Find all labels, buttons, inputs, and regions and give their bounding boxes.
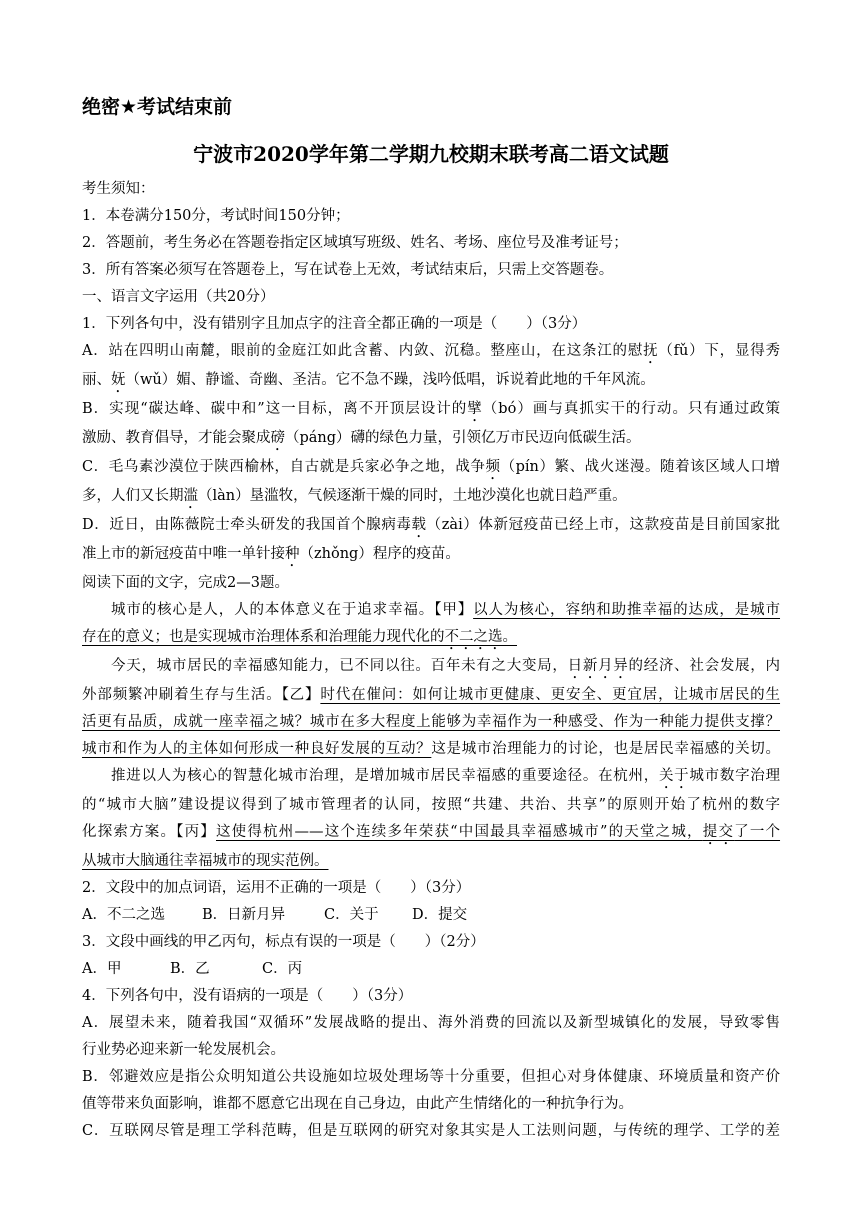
passage-text: 这是城市治理能力的讨论，也是居民幸福感的关切。 xyxy=(431,741,780,757)
dotted-char: 磅 xyxy=(270,430,285,446)
underlined-text: 时代在催问：如何让城市更健康、更安全、更宜居，让城市居民的生 xyxy=(320,687,781,703)
q1-option-d xyxy=(82,512,780,570)
dotted-char: 擘 xyxy=(467,401,483,417)
passage-line xyxy=(82,653,780,682)
reading-passage xyxy=(82,597,780,875)
page-title: 宁波市2020学年第二学期九校期末联考高二语文试题 xyxy=(193,142,669,166)
dotted-char: 载 xyxy=(411,517,427,533)
option-text: B．实现“碳达峰、碳中和”这一目标，离不开顶层设计的 xyxy=(82,401,468,417)
dotted-word: 关于 xyxy=(658,768,690,784)
option-text: （làn）垦滥牧，气候逐渐干燥的同时，土地沙漠化也就日趋严重。 xyxy=(198,488,627,504)
passage-line xyxy=(82,624,780,653)
option-text: （zài）体新冠疫苗已经上市，这款疫苗是目前国家批 xyxy=(426,517,781,533)
passage-line xyxy=(82,819,780,848)
notice-item: 3．所有答案必须写在答题卷上，写在试卷上无效，考试结束后，只需上交答题卷。 xyxy=(82,262,614,278)
dotted-char: 妩 xyxy=(111,372,126,388)
dotted-char: 种 xyxy=(285,546,300,562)
q4-option-c: C．互联网尽管是理工学科范畴，但是互联网的研究对象其实是人工法则问题，与传统的理学、工学的差 xyxy=(82,1123,780,1139)
option-text: 丽、 xyxy=(82,372,111,388)
underlined-text: 从城市大脑通往幸福城市的现实范例。 xyxy=(82,853,329,869)
passage-text: 化探索方案。 xyxy=(82,824,177,840)
underlined-text: 城市和作为人的主体如何形成一种良好发展的互动？ xyxy=(82,741,432,757)
q2-option: D．提交 xyxy=(412,907,468,923)
section-heading: 一、语言文字运用（共20分） xyxy=(82,289,275,305)
passage-line xyxy=(82,682,780,709)
reading-intro: 阅读下面的文字，完成2—3题。 xyxy=(82,575,289,591)
passage-text: 城市数字治理 xyxy=(689,768,781,784)
passage-text: 今天，城市居民的幸福感知能力，已不同以往。百年未有之大变局， xyxy=(111,658,568,674)
underlined-text: 活更有品质，成就一座幸福之城？城市在多大程度上能够为幸福作为一种感受、作为一种能力提供支撑？ xyxy=(82,714,780,730)
option-text: C．毛乌素沙漠位于陕西榆林，自古就是兵家必争之地，战争 xyxy=(82,459,486,475)
dotted-char: 滥 xyxy=(183,488,198,504)
passage-text: 的经济、社会发展，内 xyxy=(628,658,781,674)
q3-stem: 3．文段中画线的甲乙丙句，标点有误的一项是（ ）（2分） xyxy=(82,934,485,950)
option-text: 多，人们又长期 xyxy=(82,488,184,504)
dotted-word: 提交 xyxy=(702,824,735,840)
option-text: （bó）画与真抓实干的行动。只有通过政策 xyxy=(482,401,781,417)
option-text: （fǔ）下，显得秀 xyxy=(658,343,780,359)
q3-option: B．乙 xyxy=(170,961,210,977)
option-text: （zhǒng）程序的疫苗。 xyxy=(299,546,460,562)
passage-text: 城市的核心是人，人的本体意义在于追求幸福。 xyxy=(111,602,435,618)
q1-option-a xyxy=(82,338,780,396)
q4-option-a: A．展望未来，随着我国“双循环”发展战略的提出、海外消费的回流以及新型城镇化的发展，导致零售 xyxy=(82,1015,780,1031)
q3-options xyxy=(82,956,780,983)
dotted-char: 频 xyxy=(485,459,501,475)
sentence-marker: 【乙】 xyxy=(281,687,321,703)
underlined-text: 这使得杭州——这个连续多年荣获“中国最具幸福感城市”的天堂之城， xyxy=(215,824,703,840)
passage-text: 推进以人为核心的智慧化城市治理，是增加城市居民幸福感的重要途径。在杭州， xyxy=(111,768,659,784)
q3-option: A．甲 xyxy=(82,961,122,977)
q2-option: C．关于 xyxy=(324,907,379,923)
q4-option-b: B．邻避效应是指公众明知道公共设施如垃圾处理场等十分重要，但担心对身体健康、环境质量和资产价 xyxy=(82,1069,780,1085)
underlined-text: 了一个 xyxy=(734,824,781,840)
secret-label: 绝密★考试结束前 xyxy=(82,96,233,118)
q2-option: B．日新月异 xyxy=(202,907,286,923)
q3-option: C．丙 xyxy=(262,961,303,977)
q4-option-a-cont: 行业势必迎来新一轮发展机会。 xyxy=(82,1042,285,1058)
sentence-marker: 【丙】 xyxy=(176,824,216,840)
dotted-char: 抚 xyxy=(643,343,659,359)
q2-options xyxy=(82,902,780,929)
dotted-word: 不二之选 xyxy=(444,629,503,645)
option-text: 准上市的新冠疫苗中唯一单针接 xyxy=(82,546,285,562)
passage-line xyxy=(82,709,780,736)
underlined-text: 。 xyxy=(502,629,517,645)
option-text: 激励、教育倡导，才能会聚成 xyxy=(82,430,271,446)
option-text: （pín）繁、战火迷漫。随着该区域人口增 xyxy=(500,459,781,475)
option-text: （páng）礴的绿色力量，引领亿万市民迈向低碳生活。 xyxy=(285,430,641,446)
notice-item: 1．本卷满分150分，考试时间150分钟； xyxy=(82,208,350,224)
option-text: D．近日，由陈薇院士牵头研发的我国首个腺病毒 xyxy=(82,517,412,533)
q4-option-b-cont: 值等带来负面影响，谁都不愿意它出现在自己身边，由此产生情绪化的一种抗争行为。 xyxy=(82,1096,633,1112)
passage-line xyxy=(82,597,780,624)
q2-option: A．不二之选 xyxy=(82,907,165,923)
passage-line xyxy=(82,763,780,792)
exam-body xyxy=(82,176,780,1145)
dotted-word: 日新月异 xyxy=(567,658,629,674)
option-text: A．站在四明山南麓，眼前的金庭江如此含蓄、内敛、沉稳。整座山，在这条江的慰 xyxy=(82,343,644,359)
underlined-text: 以人为核心，容纳和助推幸福的达成，是城市 xyxy=(473,602,781,618)
q4-stem: 4．下列各句中，没有语病的一项是（ ）（3分） xyxy=(82,988,413,1004)
notice-item: 2．答题前，考生务必在答题卷指定区域填写班级、姓名、考场、座位号及准考证号； xyxy=(82,235,628,251)
passage-text: 外部频繁冲刷着生存与生活。 xyxy=(82,687,282,703)
passage-line xyxy=(82,736,780,763)
q1-stem: 1．下列各句中，没有错别字且加点字的注音全都正确的一项是（ ）（3分） xyxy=(82,316,587,332)
q1-option-c xyxy=(82,454,780,512)
passage-line xyxy=(82,848,780,875)
underlined-text: 存在的意义；也是实现城市治理体系和治理能力现代化的 xyxy=(82,629,445,645)
q1-option-b xyxy=(82,396,780,454)
passage-line: 的“城市大脑”建设提议得到了城市管理者的认同，按照“共建、共治、共享”的原则开始了杭州的数字 xyxy=(82,797,780,813)
notice-heading: 考生须知： xyxy=(82,181,155,197)
option-text: （wǔ）媚、静谧、奇幽、圣洁。它不急不躁，浅吟低唱，诉说着此地的千年风流。 xyxy=(125,372,655,388)
sentence-marker: 【甲】 xyxy=(434,602,474,618)
q2-stem: 2．文段中的加点词语，运用不正确的一项是（ ）（3分） xyxy=(82,880,471,896)
